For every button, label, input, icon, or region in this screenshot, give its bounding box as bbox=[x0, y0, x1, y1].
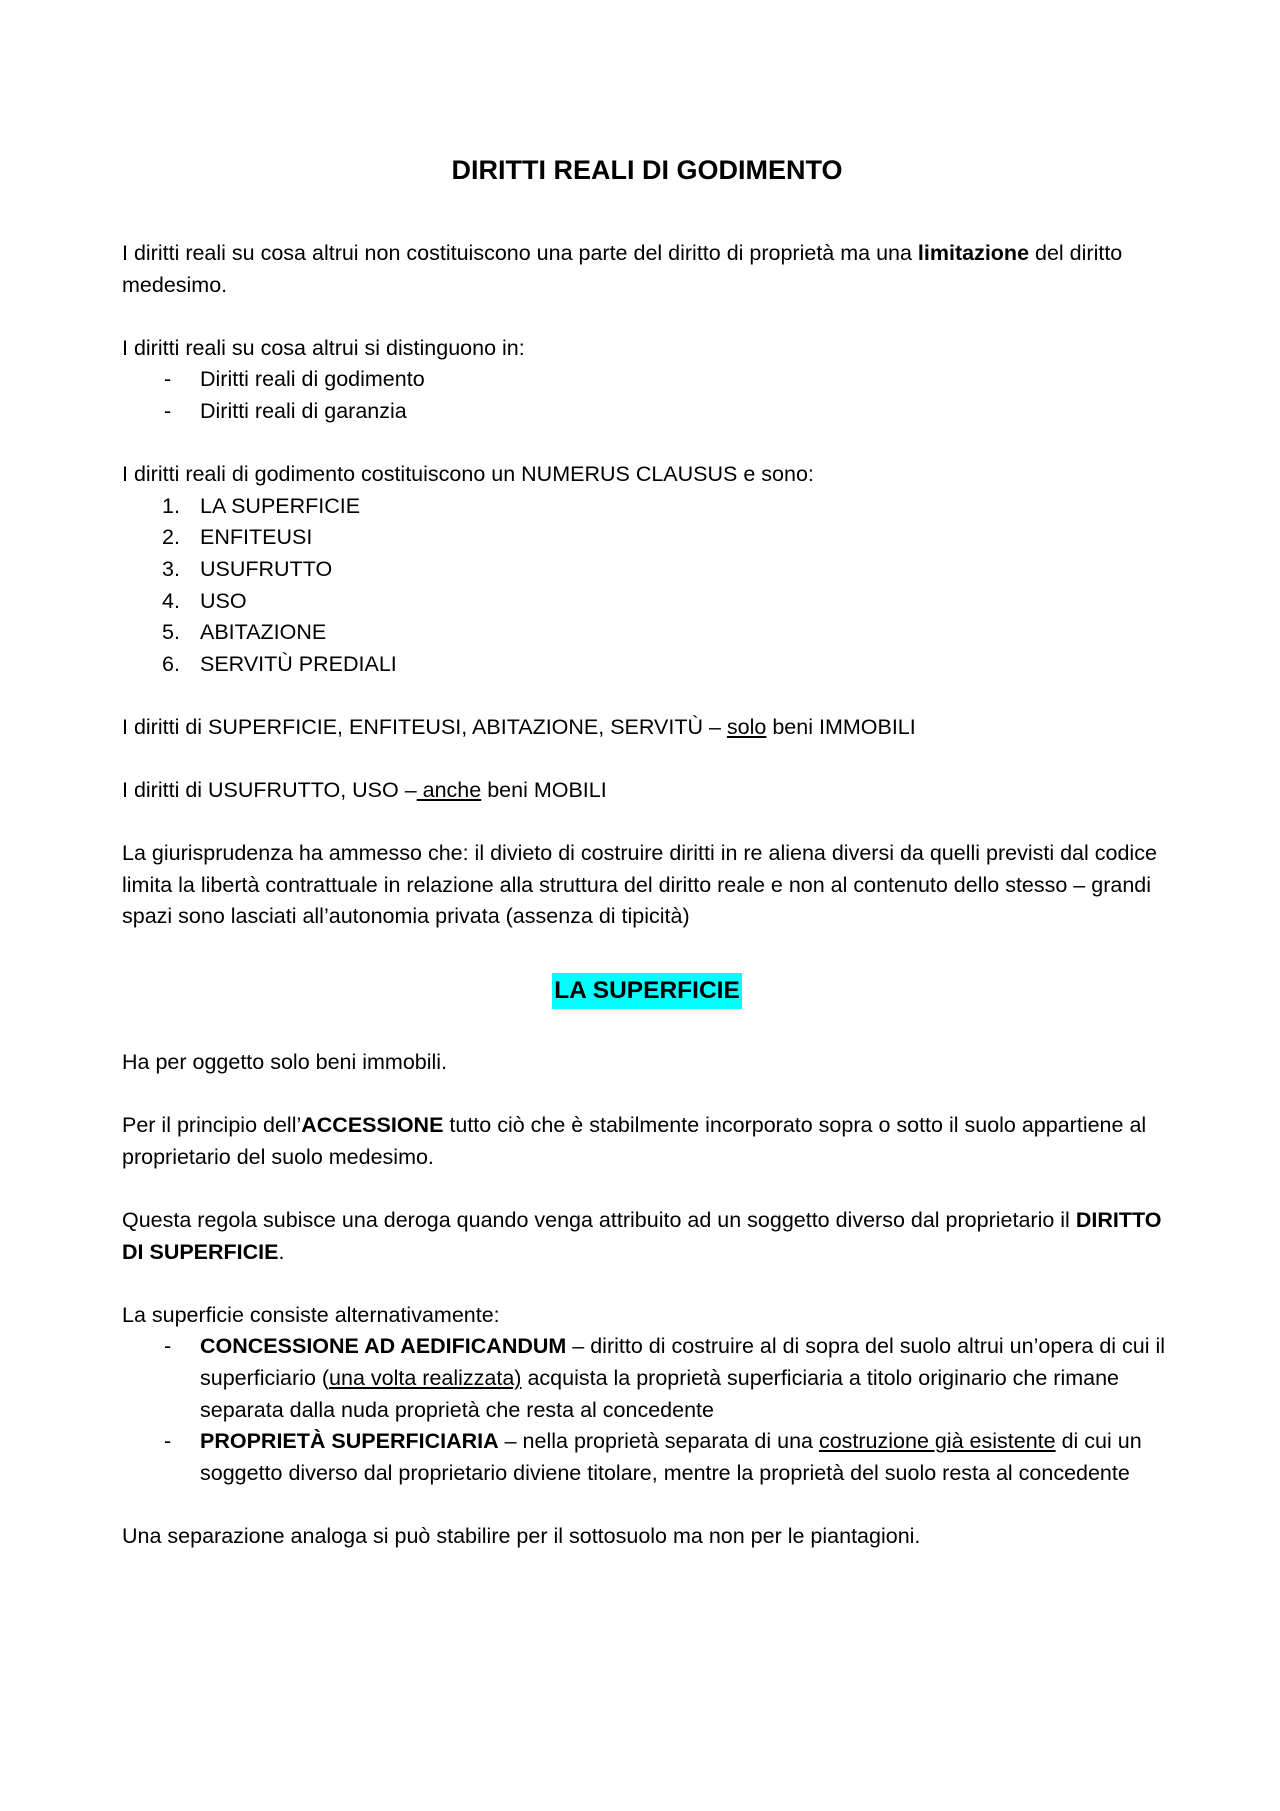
section-heading-superficie: LA SUPERFICIE bbox=[552, 973, 742, 1009]
list-item bbox=[122, 649, 1172, 681]
list-marker: 2. bbox=[162, 525, 180, 550]
superficie-list bbox=[122, 1331, 1172, 1489]
proprieta-bold: PROPRIETÀ SUPERFICIARIA bbox=[200, 1429, 499, 1454]
mobili-underline-anche: anche bbox=[416, 778, 482, 803]
list-item bbox=[122, 586, 1172, 618]
list-item bbox=[122, 522, 1172, 554]
list-item-proprieta bbox=[122, 1426, 1172, 1489]
accessione-pre: Per il principio dell’ bbox=[122, 1113, 302, 1138]
list-label: LA SUPERFICIE bbox=[200, 493, 361, 518]
section-heading-wrap bbox=[122, 973, 1172, 1009]
document-title: DIRITTI REALI DI GODIMENTO bbox=[451, 155, 843, 185]
document-body bbox=[122, 150, 1172, 1584]
rights-list bbox=[122, 491, 1172, 681]
deroga-paragraph bbox=[122, 1205, 1172, 1268]
concessione-pre: – diritto di costruire al di sopra del suolo altrui un’opera di cui il superficiario ( bbox=[200, 1334, 1166, 1390]
concessione-post: acquista la proprietà superficiaria a titolo originario che rimane separata dalla nuda proprietà che resta al concedente bbox=[200, 1366, 1119, 1422]
list-item-concessione bbox=[122, 1331, 1172, 1426]
list-label: USO bbox=[200, 588, 247, 613]
oggetto-paragraph: Ha per oggetto solo beni immobili. bbox=[122, 1050, 448, 1075]
list-marker: 3. bbox=[162, 556, 180, 581]
intro-paragraph bbox=[122, 238, 1172, 301]
distinction-lead: I diritti reali su cosa altrui si distinguono in: bbox=[122, 335, 525, 360]
deroga-post: . bbox=[278, 1239, 285, 1264]
giurisprudenza-paragraph: La giurisprudenza ha ammesso che: il divieto di costruire diritti in re aliena diversi da quelli previsti dal codice limita la libertà contrattuale in relazione alla struttura del diritto reale e non al contenuto dello stesso – grandi spazi sono lasciati all’autonomia privata (assenza di tipicità) bbox=[122, 841, 1157, 929]
list-label: SERVITÙ PREDIALI bbox=[200, 651, 397, 676]
deroga-pre: Questa regola subisce una deroga quando venga attribuito ad un soggetto diverso dal proprietario il bbox=[122, 1208, 1076, 1233]
intro-text: I diritti reali su cosa altrui non costituiscono una parte del diritto di proprietà ma una bbox=[122, 241, 918, 265]
deroga-bold: DIRITTO DI SUPERFICIE bbox=[122, 1208, 1162, 1264]
superficie-lead: La superficie consiste alternativamente: bbox=[122, 1302, 500, 1327]
accessione-bold: ACCESSIONE bbox=[301, 1113, 444, 1138]
intro-tail: del diritto medesimo. bbox=[122, 241, 1123, 297]
intro-bold-limitazione: limitazione bbox=[917, 241, 1030, 265]
immobili-post: beni IMMOBILI bbox=[766, 714, 916, 739]
accessione-post: tutto ciò che è stabilmente incorporato sopra o sotto il suolo appartiene al proprietario del suolo medesimo. bbox=[122, 1113, 1147, 1169]
numerus-clausus-lead: I diritti reali di godimento costituiscono un NUMERUS CLAUSUS e sono: bbox=[122, 462, 814, 487]
list-marker: 6. bbox=[162, 651, 180, 676]
mobili-paragraph bbox=[122, 775, 1172, 807]
list-item bbox=[122, 491, 1172, 523]
proprieta-underline: costruzione già esistente bbox=[818, 1429, 1056, 1454]
concessione-underline: una volta realizzata) bbox=[329, 1366, 522, 1390]
list-label: ABITAZIONE bbox=[200, 620, 327, 645]
list-label: ENFITEUSI bbox=[200, 525, 313, 550]
mobili-post: beni MOBILI bbox=[481, 778, 607, 803]
list-marker: 1. bbox=[162, 493, 180, 518]
proprieta-pre: – nella proprietà separata di una bbox=[498, 1429, 819, 1454]
list-label: USUFRUTTO bbox=[200, 556, 333, 581]
proprieta-post: di cui un soggetto diverso dal proprietario diviene titolare, mentre la proprietà del suolo resta al concedente bbox=[200, 1429, 1142, 1485]
mobili-pre: I diritti di USUFRUTTO, USO – bbox=[122, 778, 417, 803]
list-item bbox=[122, 554, 1172, 586]
list-item: - Diritti reali di garanzia bbox=[122, 396, 1172, 428]
concessione-bold: CONCESSIONE AD AEDIFICANDUM bbox=[200, 1334, 567, 1359]
list-item bbox=[122, 617, 1172, 649]
immobili-underline-solo: solo bbox=[726, 714, 767, 739]
immobili-paragraph bbox=[122, 712, 1172, 744]
list-marker: 4. bbox=[162, 588, 180, 613]
distinction-list bbox=[122, 364, 1172, 427]
separazione-paragraph: Una separazione analoga si può stabilire per il sottosuolo ma non per le piantagioni. bbox=[122, 1523, 921, 1548]
list-item: - Diritti reali di godimento bbox=[122, 364, 1172, 396]
list-marker: 5. bbox=[162, 620, 180, 645]
accessione-paragraph bbox=[122, 1110, 1172, 1173]
immobili-pre: I diritti di SUPERFICIE, ENFITEUSI, ABITAZIONE, SERVITÙ – bbox=[122, 714, 727, 739]
